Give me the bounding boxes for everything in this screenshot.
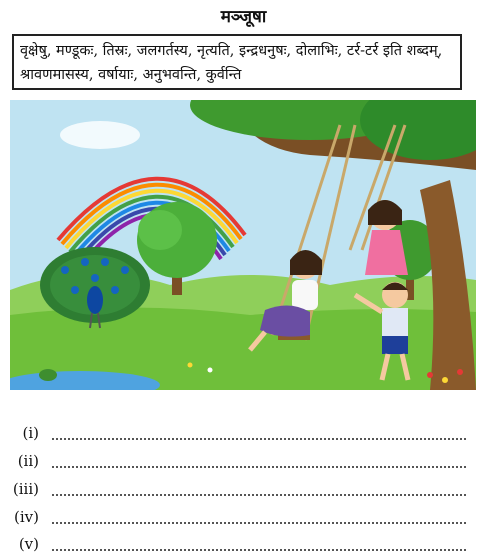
cloud [60,121,140,149]
word-box-line-2: श्रावणमासस्य, वर्षायाः, अनुभवन्ति, कुर्वन्ति [20,67,242,83]
answer-row [0,424,487,448]
answer-blank[interactable] [52,549,466,551]
answer-blank[interactable] [52,522,466,524]
answer-label: (i) [22,424,39,442]
page-title: मञ्जूषा [220,7,267,27]
answer-label: (ii) [17,452,39,470]
word-box-line-1: वृक्षेषु, मण्डूकः, तिस्रः, जलगर्तस्य, नृत्यति, इन्द्रधनुषः, दोलाभिः, टर्र-टर्र इति शब्दम्, [20,43,443,59]
answer-blank[interactable] [52,494,466,496]
answer-row [0,452,487,476]
answer-blank[interactable] [52,438,466,440]
illustration-svg [10,100,476,390]
answer-row [0,508,487,532]
answer-label: (iii) [12,480,39,498]
answer-label: (iv) [14,508,39,526]
illustration [10,100,476,390]
word-box [12,34,462,90]
answer-row [0,535,487,559]
answer-label: (v) [18,535,39,553]
frog [39,369,57,381]
answer-blank[interactable] [52,466,466,468]
answer-row [0,480,487,504]
